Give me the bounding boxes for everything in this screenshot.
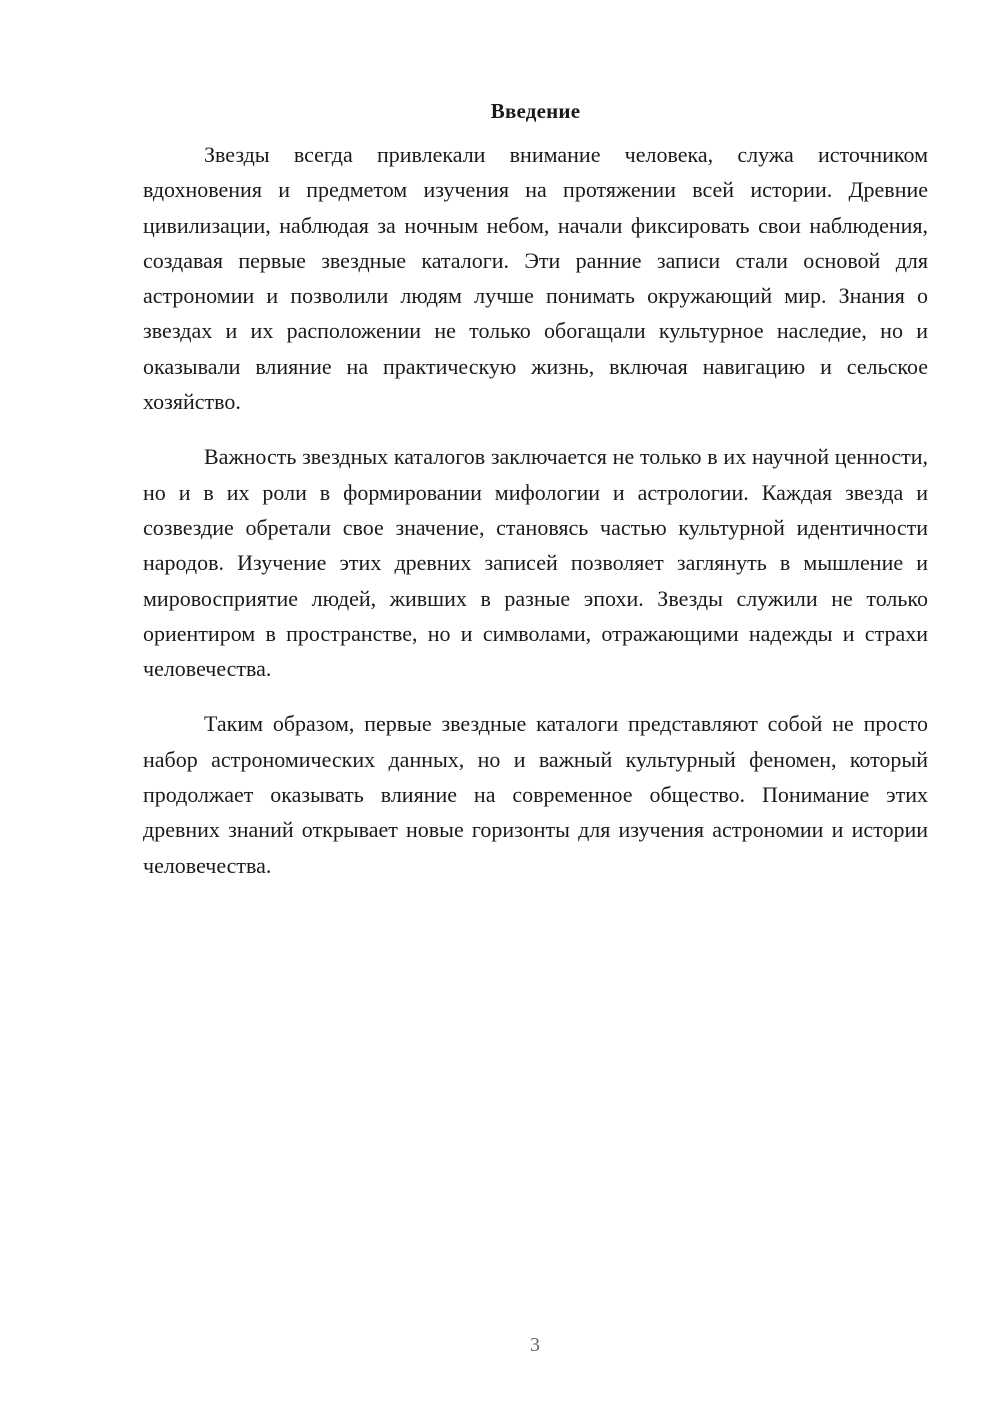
section-heading: Введение [490, 99, 581, 123]
page-content [143, 96, 928, 903]
paragraph-1: Звезды всегда привлекали внимание человека, служа источником вдохновения и предметом изучения на протяжении всей истории. Древние цивилизации, наблюдая за ночным небом, начали фиксировать свои наблюдения, создавая первые звездные каталоги. Эти ранние записи стали основой для астрономии и позволили людям лучше понимать окружающий мир. Знания о звездах и их расположении не только обогащали культурное наследие, но и оказывали влияние на практическую жизнь, включая навигацию и сельское хозяйство. [143, 142, 928, 415]
page-number: 3 [530, 1334, 540, 1356]
paragraph-3: Таким образом, первые звездные каталоги представляют собой не просто набор астрономических данных, но и важный культурный феномен, который продолжает оказывать влияние на современное общество. Понимание этих древних знаний открывает новые горизонты для изучения астрономии и истории человечества. [143, 711, 928, 878]
paragraph-2: Важность звездных каталогов заключается не только в их научной ценности, но и в их роли в формировании мифологии и астрологии. Каждая звезда и созвездие обретали свое значение, становясь частью культурной идентичности народов. Изучение этих древних записей позволяет заглянуть в мышление и мировосприятие людей, живших в разные эпохи. Звезды служили не только ориентиром в пространстве, но и символами, отражающими надежды и страхи человечества. [143, 444, 928, 682]
